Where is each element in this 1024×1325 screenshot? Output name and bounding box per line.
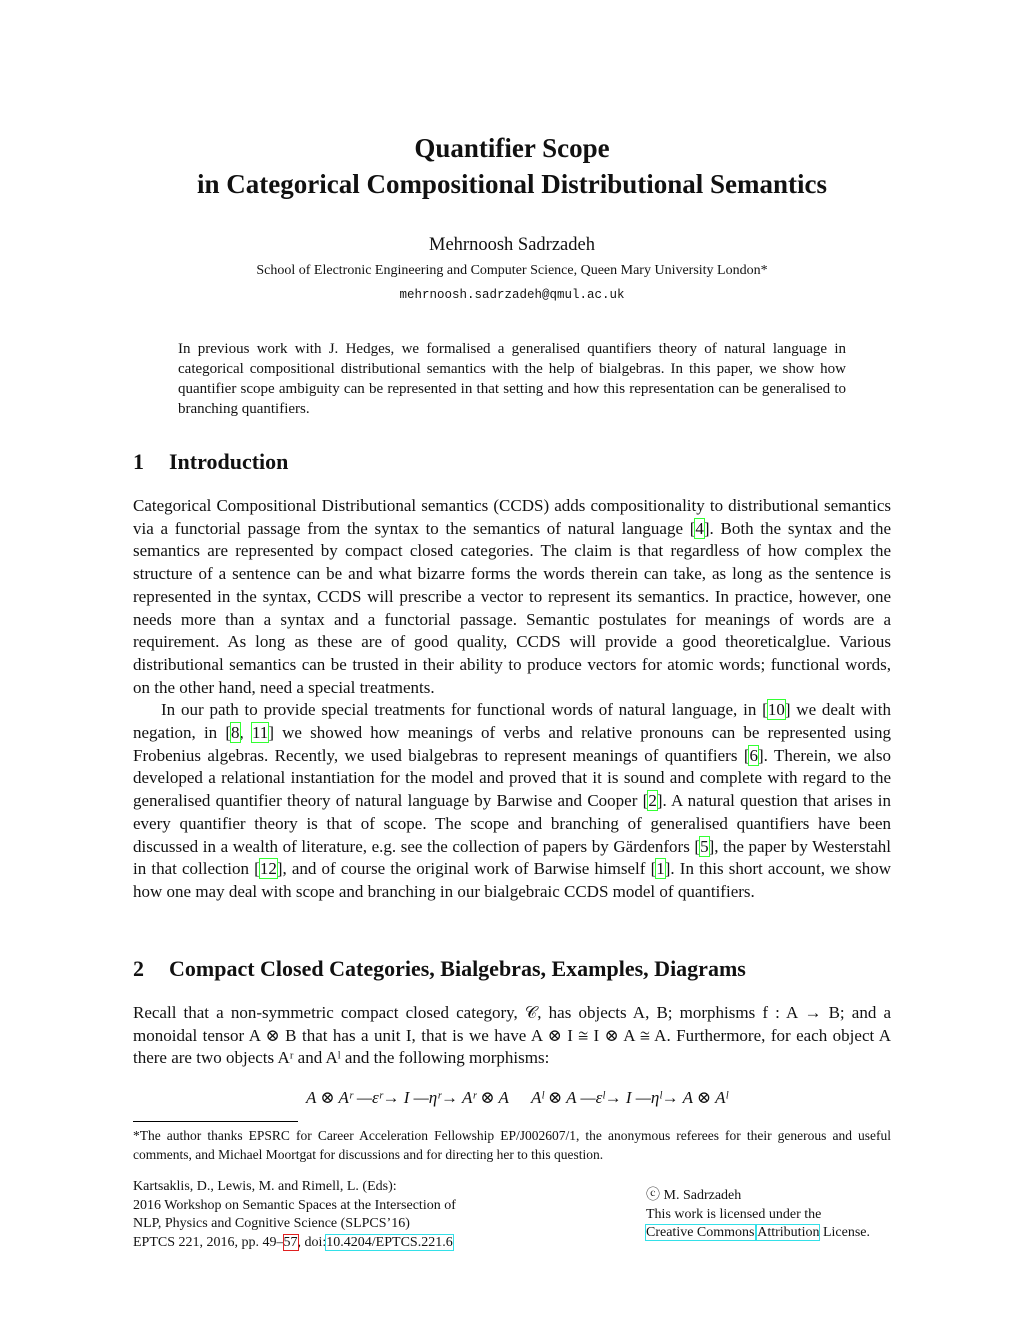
abstract: In previous work with J. Hedges, we formalised a generalised quantifiers theory of natural language in categorical compositional distributional semantics with the help of bialgebras. In this paper, we show how quantifier scope ambiguity can be represented in that setting and how this representation can be generalised to branching quantifiers. [178,341,846,417]
publication-info [133,1178,456,1252]
section-number: 2 [133,956,144,981]
citation-link[interactable]: 2 [648,791,657,811]
workshop: 2016 Workshop on Semantic Spaces at the Intersection of [133,1197,456,1213]
license-tail: License. [819,1225,870,1240]
license-text: This work is licensed under the [646,1206,822,1222]
section2-body: Recall that a non-symmetric compact closed category, 𝒞, has objects A, B; morphisms f : A → B; and a monoidal tensor A ⊗ B that has a unit I, that is we have A ⊗ I ≅ I ⊗ A ≅ A. Furthermore, for each object A there are two objects Aʳ and Aˡ and the following morphisms: [133,1003,891,1068]
text-run: ], and of course the original work of Barwise himself [ [276,859,657,879]
section-heading-introduction [133,449,288,475]
text-run: ]. Therein, we also developed a relational instantiation for the model and proved that it is sound and complete with regard to the generalised quantifier theory of natural language by Barwise and Cooper [ [133,745,891,811]
citation-link[interactable]: 10 [767,700,785,720]
editors: Kartsaklis, D., Lewis, M. and Rimell, L. (Eds): [133,1179,397,1194]
workshop-cont: NLP, Physics and Cognitive Science (SLPCS’16) [133,1216,410,1231]
text-run: ] we showed how meanings of verbs and relative pronouns can be represented using Frobenius algebras. Recently, we used bialgebras to represent meanings of quantifiers [ [133,723,891,765]
text-run: ]. In this short account, we show how one may deal with scope and branching in our bialgebraic CCDS model of quantifiers. [133,859,891,901]
text-run: In our path to provide special treatments for functional words of natural language, in [ [161,700,768,720]
section-title: Introduction [169,449,289,474]
attribution-link[interactable]: Attribution [757,1225,820,1240]
copyright: ⓒ M. Sadrzadeh [646,1188,742,1203]
citation-link[interactable]: 4 [695,518,704,538]
introduction-body [133,495,891,904]
creative-commons-link[interactable]: Creative Commons [646,1225,755,1240]
section-title: Compact Closed Categories, Bialgebras, Examples, Diagrams [169,956,746,981]
footnote-rule [133,1121,298,1122]
section-heading-compact-closed [133,956,746,982]
doi-link[interactable]: 10.4204/EPTCS.221.6 [326,1234,453,1250]
author-name: Mehrnoosh Sadrzadeh [429,235,595,255]
text-run: , [239,723,252,743]
text-run: ], the paper by Westerstahl in that collection [ [133,836,891,879]
doi-label: , doi: [297,1234,327,1250]
equation-left-adjoint: Aˡ ⊗ A —εˡ→ I —ηˡ→ A ⊗ Aˡ [531,1088,728,1107]
affiliation: School of Electronic Engineering and Computer Science, Queen Mary University London* [256,263,768,278]
title-line-1: Quantifier Scope [414,133,610,163]
license-links [646,1224,870,1243]
citation-link[interactable]: 8 [231,723,240,743]
citation-link[interactable]: 6 [749,745,758,765]
text-run: ]. Both the syntax and the semantics are represented by compact closed categories. The claim is that regardless of how complex the structure of a sentence can be and what bizarre forms the words therein can take, as long as the sentence is represented in the syntax, CCDS will prescribe a vector to represent its semantics. In practice, however, one needs more than a syntax and a functorial passage. Semantic postulates for meanings of words are a requirement. As long as these are of good quality, CCDS will provide a good theoreticalglue. Various distributional semantics can be trusted in their ability to produce vectors for atomic words; functional words, on the other hand, need a special treatments. [133,518,891,697]
pages: EPTCS 221, 2016, pp. 49– [133,1234,284,1250]
title-line-2: in Categorical Compositional Distributional Semantics [196,169,827,199]
paragraph [133,699,891,903]
license-info [646,1187,870,1243]
author-email[interactable]: mehrnoosh.sadrzadeh@qmul.ac.uk [399,288,625,302]
citation-link[interactable]: 12 [259,859,277,879]
section-number: 1 [133,449,144,474]
paragraph [133,495,891,699]
paper-title [0,130,1024,202]
footnote: *The author thanks EPSRC for Career Acceleration Fellowship EP/J002607/1, the anonymous referees for their generous and useful comments, and Michael Moortgat for discussions and for directing her to this question. [133,1128,891,1162]
last-page-link[interactable]: 57 [283,1234,298,1250]
citation-link[interactable]: 1 [656,859,665,879]
eptcs-line [133,1234,456,1253]
citation-link[interactable]: 5 [700,836,709,856]
citation-link[interactable]: 11 [251,723,269,743]
text-run: ] we dealt with negation, in [ [133,700,891,743]
equation-right-adjoint: A ⊗ Aʳ —εʳ→ I —ηʳ→ Aʳ ⊗ A [306,1088,509,1107]
text-run: Categorical Compositional Distributional semantics (CCDS) adds compositionality to distributional semantics via a functorial passage from the syntax to the semantics of natural language [ [133,496,891,538]
text-run: ]. A natural question that arises in every quantifier theory is that of scope. The scope and branching of generalised quantifiers have been discussed in a wealth of literature, e.g. see the collection of papers by Gärdenfors [ [133,791,891,856]
